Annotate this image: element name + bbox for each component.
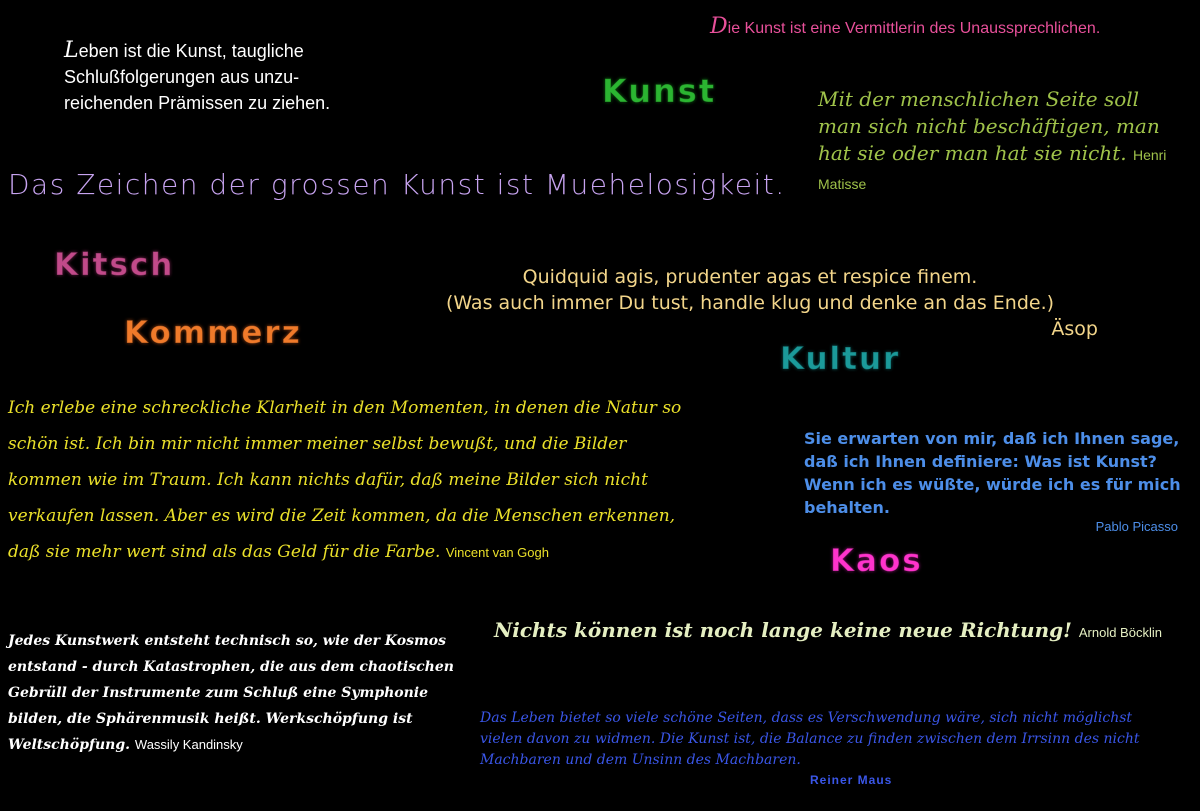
quote-picasso xyxy=(804,427,1184,535)
quote-quidquid-author: Äsop xyxy=(1051,318,1098,340)
quote-leben xyxy=(64,38,384,116)
word-kitsch: Kitsch xyxy=(54,247,175,283)
quote-maus-author: Reiner Maus xyxy=(810,773,893,787)
quote-boecklin-text: Nichts können ist noch lange keine neue Richtung! xyxy=(494,618,1072,642)
quote-quidquid-german: (Was auch immer Du tust, handle klug und denke an das Ende.) xyxy=(445,292,1055,314)
quote-matisse-text: Mit der menschlichen Seite soll man sich nicht beschäftigen, man hat sie oder man hat sie nicht. xyxy=(818,87,1160,165)
quote-picasso-text: Sie erwarten von mir, daß ich Ihnen sage, daß ich Ihnen definiere: Was ist Kunst? Wenn ich es wüßte, würde ich es für mich behalten. xyxy=(804,429,1181,517)
quote-vermittlerin-initial: D xyxy=(710,14,728,39)
quote-vermittlerin xyxy=(710,14,1100,39)
quote-maus-text: Das Leben bietet so viele schöne Seiten, dass es Verschwendung wäre, sich nicht möglichst vielen davon zu widmen. Die Kunst ist, die Balance zu finden zwischen dem Irrsinn des nicht Machbaren und dem Unsinn des Machbaren. xyxy=(480,710,1140,768)
quote-matisse xyxy=(818,86,1168,198)
quote-boecklin xyxy=(494,618,1162,642)
quote-quidquid xyxy=(380,264,1120,342)
word-kultur: Kultur xyxy=(780,341,901,377)
quote-vangogh xyxy=(8,390,688,571)
quote-vangogh-author: Vincent van Gogh xyxy=(445,545,549,560)
quote-kandinsky-author: Wassily Kandinsky xyxy=(134,737,243,752)
quote-leben-initial: L xyxy=(64,38,79,63)
quote-quidquid-latin: Quidquid agis, prudenter agas et respice finem. xyxy=(522,266,978,288)
quote-boecklin-author: Arnold Böcklin xyxy=(1078,625,1162,640)
word-kaos: Kaos xyxy=(830,543,923,579)
quote-maus xyxy=(480,708,1160,789)
quote-leben-text: eben ist die Kunst, taugliche Schlußfolgerungen aus unzu-reichenden Prämissen zu ziehen. xyxy=(64,41,331,113)
quote-picasso-author: Pablo Picasso xyxy=(1095,519,1178,534)
quote-matisse-author: Henri Matisse xyxy=(818,147,1167,192)
quote-vermittlerin-text: ie Kunst ist eine Vermittlerin des Unaussprechlichen. xyxy=(727,20,1101,37)
quote-zeichen: Das Zeichen der grossen Kunst ist Muehelosigkeit. xyxy=(8,168,786,201)
quote-kandinsky xyxy=(8,628,458,758)
word-kommerz: Kommerz xyxy=(124,315,302,351)
quote-vangogh-text: Ich erlebe eine schreckliche Klarheit in den Momenten, in denen die Natur so schön ist. Ich bin mir nicht immer meiner selbst bewußt, und die Bilder kommen wie im Traum. Ich kann nichts dafür, daß meine Bilder sich nicht verkaufen lassen. Aber es wird die Zeit kommen, da die Menschen erkennen, daß sie mehr wert sind als das Geld für die Farbe. xyxy=(8,398,682,562)
word-kunst: Kunst xyxy=(602,72,717,110)
quote-kandinsky-text: Jedes Kunstwerk entsteht technisch so, wie der Kosmos entstand - durch Katastrophen, die aus dem chaotischen Gebrüll der Instrumente zum Schluß eine Symphonie bilden, die Sphärenmusik heißt. Werkschöpfung ist Weltschöpfung. xyxy=(8,633,454,753)
